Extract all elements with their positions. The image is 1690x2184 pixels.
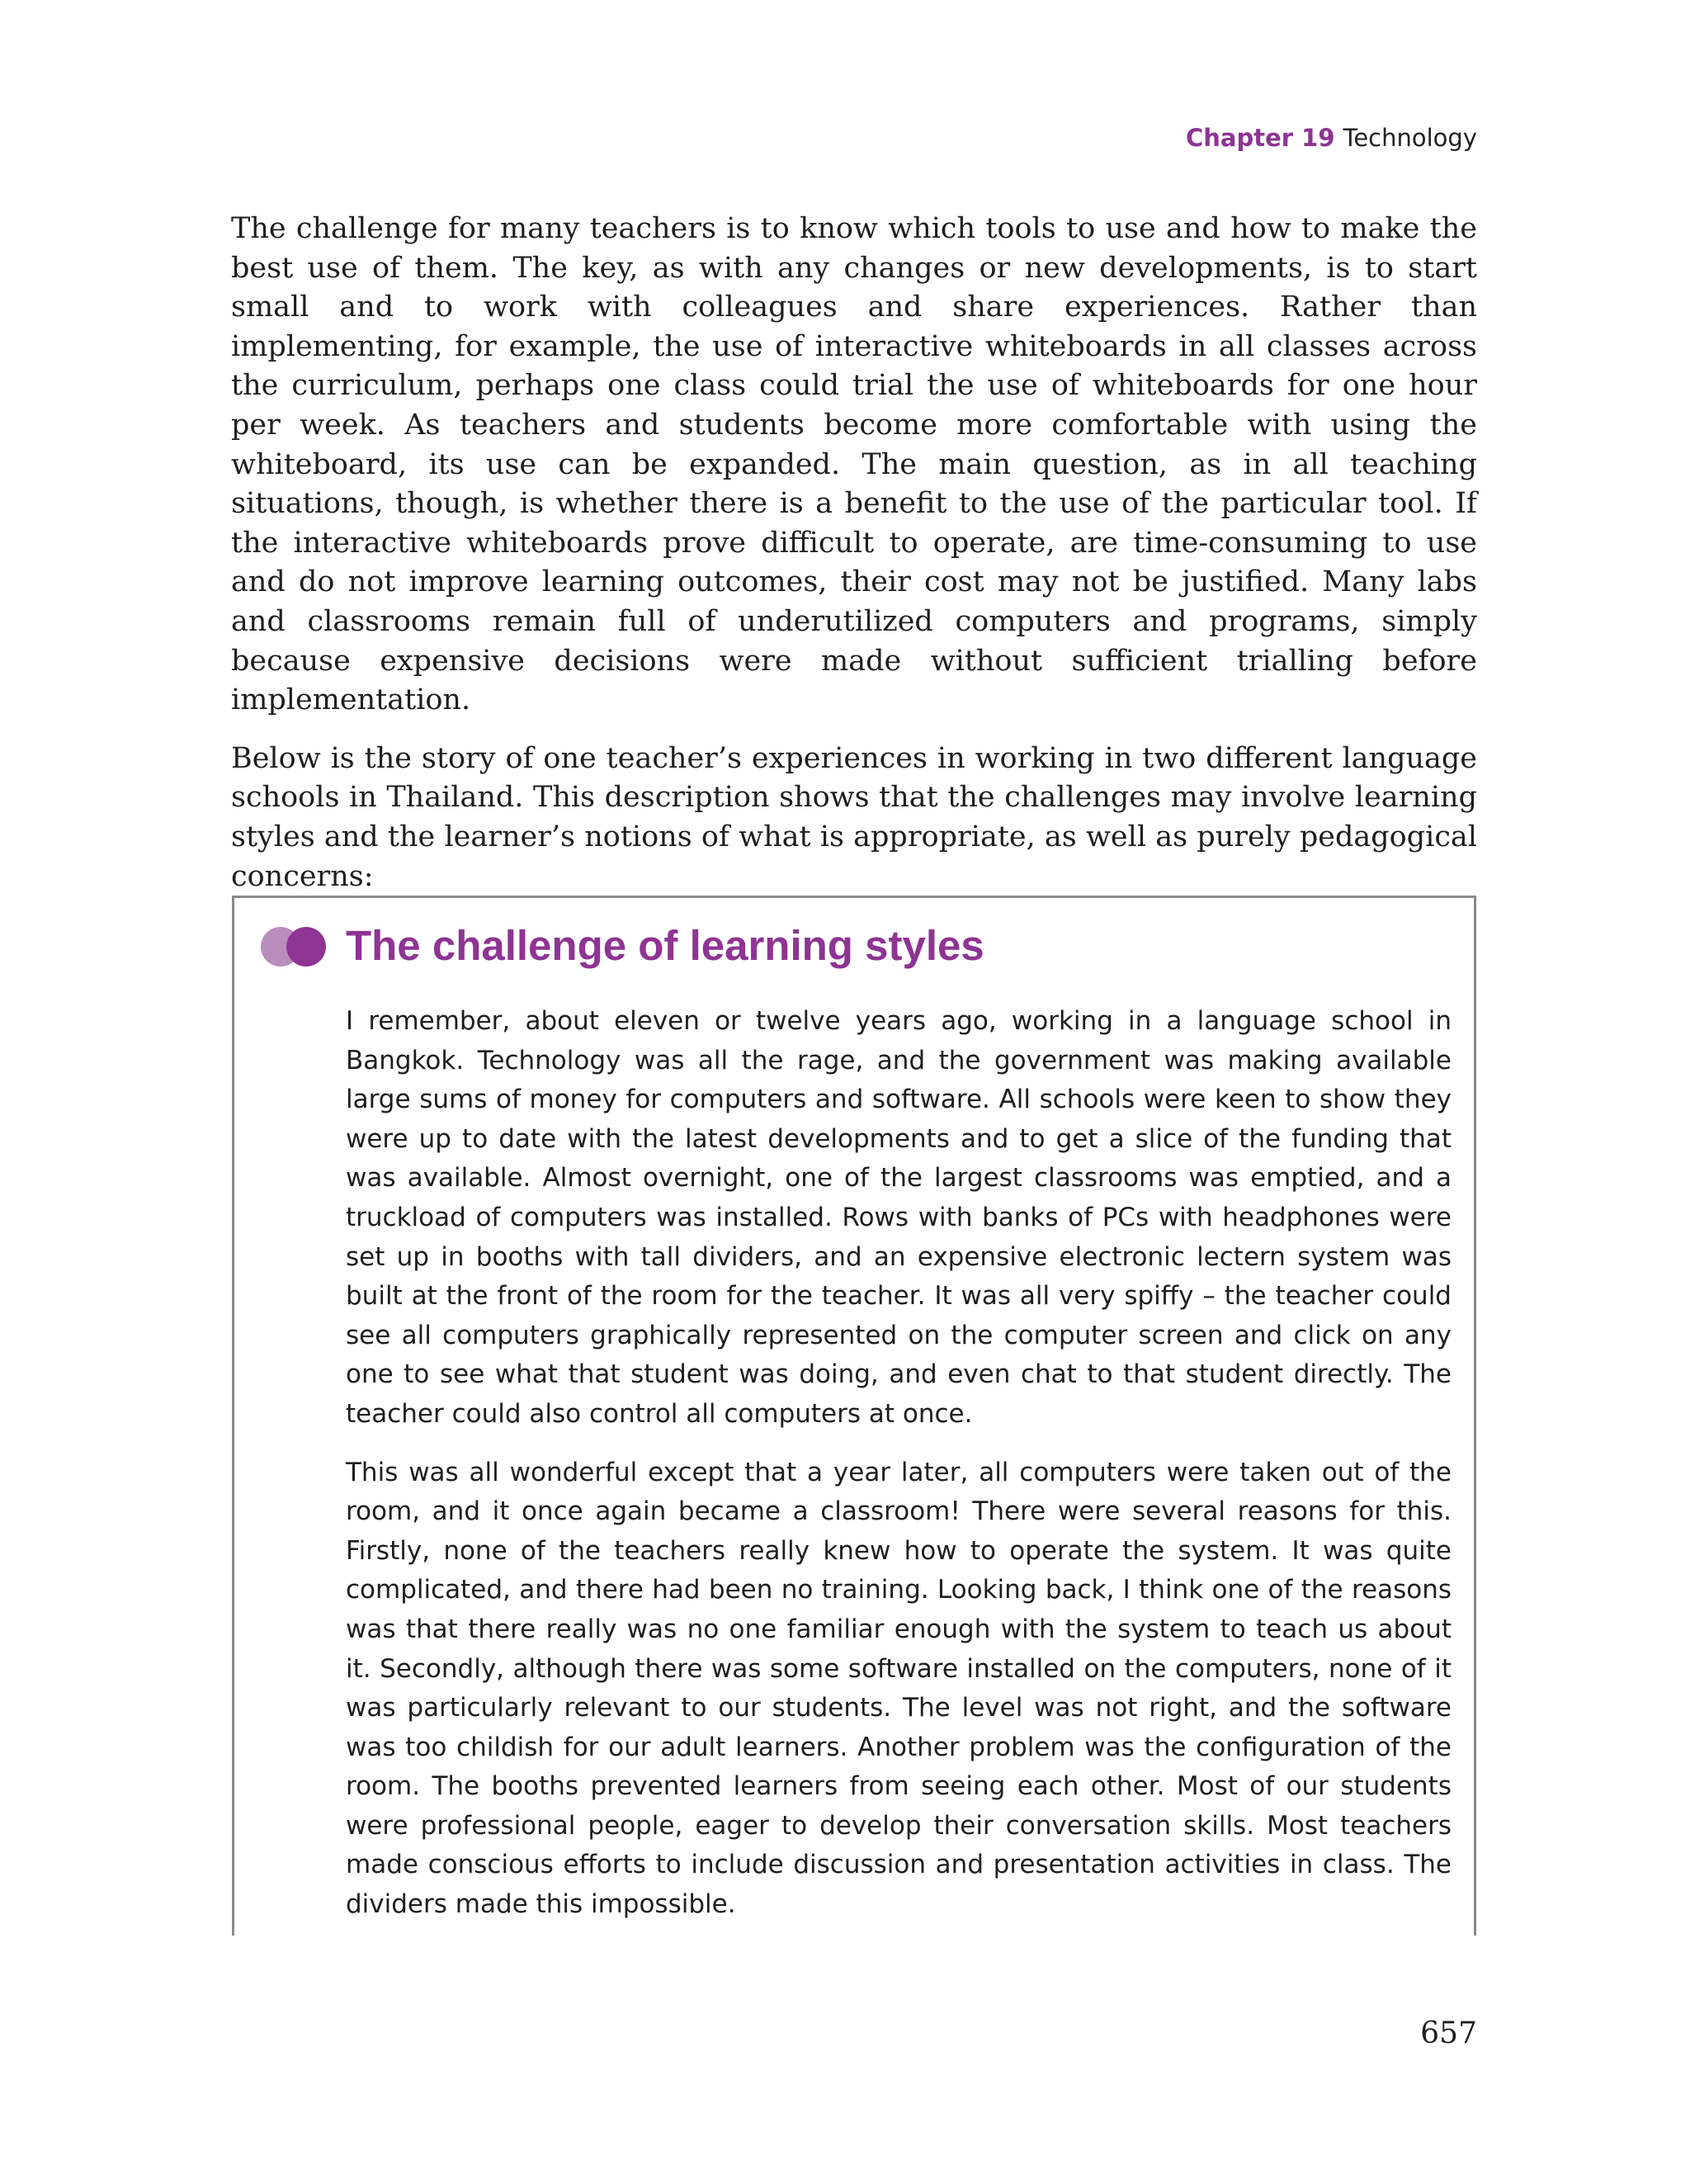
main-text [231, 210, 1477, 915]
page-number: 657 [1420, 2016, 1477, 2050]
body-paragraph-2: Below is the story of one teacher’s experiences in working in two different language schools in Thailand. This description shows that the challenges may involve learning styles and the learner’s notions of what is appropriate, as well as purely pedagogical concerns: [231, 741, 1477, 893]
feature-box-body [346, 1002, 1452, 1944]
feature-paragraph-2: This was all wonderful except that a year later, all computers were taken out of the room, and it once again became a classroom! There were several reasons for this. Firstly, none of the teachers really knew how to operate the system. It was quite complicated, and there had been no training. Looking back, I think one of the reasons was that there really was no one familiar enough with the system to teach us about it. Secondly, although there was some software installed on the computers, none of it was particularly relevant to our students. The level was not right, and the software was too childish for our adult learners. Another problem was the configuration of the room. The booths prevented learners from seeing each other. Most of our students were professional people, eager to develop their conversation skills. Most teachers made conscious efforts to include discussion and presentation activities in class. The dividers made this impossible. [346, 1457, 1452, 1920]
chapter-title: Technology [1343, 124, 1477, 152]
double-circle-icon-svg [260, 925, 328, 968]
feature-box-title: The challenge of learning styles [346, 922, 984, 969]
double-circle-icon [260, 925, 328, 968]
icon-front-circle [286, 927, 326, 967]
chapter-label: Chapter 19 [1186, 124, 1335, 152]
running-head [1186, 124, 1477, 152]
body-paragraph-1: The challenge for many teachers is to know which tools to use and how to make the best use of them. The key, as with any changes or new developments, is to start small and to work with colleagues and share experiences. Rather than implementing, for example, the use of interactive whiteboards in all classes across the curriculum, perhaps one class could trial the use of whiteboards for one hour per week. As teachers and students become more comfortable with using the whiteboard, its use can be expanded. The main question, as in all teaching situations, though, is whether there is a benefit to the use of the particular tool. If the interactive whiteboards prove difficult to operate, are time-consuming to use and do not improve learning outcomes, their cost may not be justified. Many labs and classrooms remain full of underutilized computers and programs, simply because expensive decisions were made without sufficient trialling before implementation. [231, 212, 1477, 717]
feature-box [232, 896, 1476, 1936]
feature-paragraph-1: I remember, about eleven or twelve years ago, working in a language school in Bangkok. Technology was all the rage, and the government was making available large sums of money for computers and software. All schools were keen to show they were up to date with the latest developments and to get a slice of the funding that was available. Almost overnight, one of the largest classrooms was emptied, and a truckload of computers was installed. Rows with banks of PCs with headphones were set up in booths with tall dividers, and an expensive electronic lectern system was built at the front of the room for the teacher. It was all very spiffy – the teacher could see all computers graphically represented on the computer screen and click on any one to see what that student was doing, and even chat to that student directly. The teacher could also control all computers at once. [346, 1006, 1452, 1429]
